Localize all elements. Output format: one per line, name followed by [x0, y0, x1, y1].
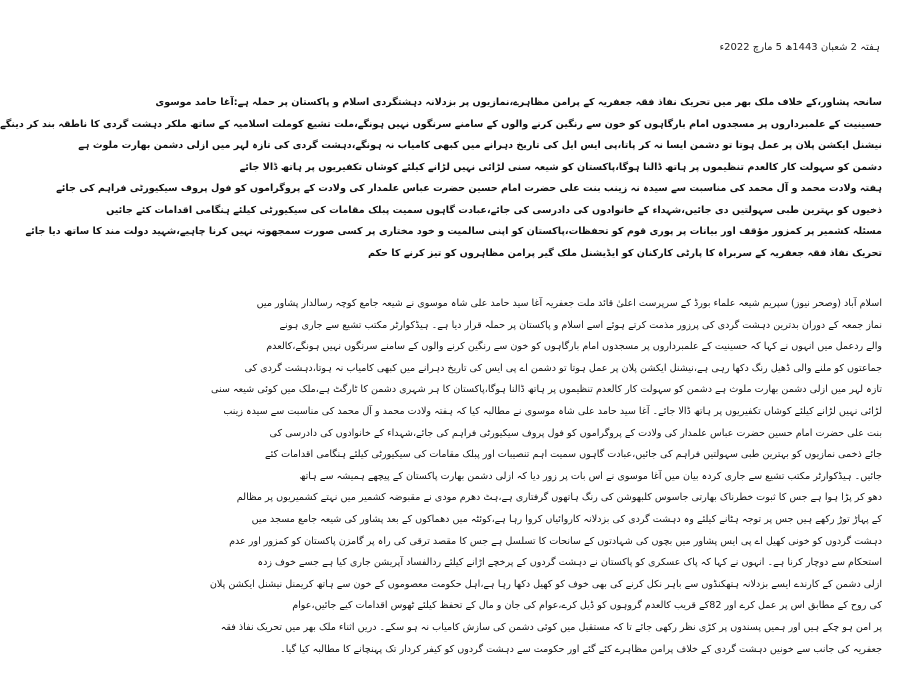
body-line: جعفریہ کی جانب سے خونیں دہشت گردی کے خلاف پرامن مظاہرے کئے گئے اور حکومت سے دہشت گردوں کو کیفر کردار تک پہنچانے کا مطالبہ کیا گیا۔ — [280, 643, 882, 655]
body-line: جماعتوں کو ملنے والی ڈھیل رنگ دکھا رہی ہے،نیشنل ایکشن پلان پر عمل ہوتا تو دشمن اے پی ایس کی تاریخ دہرانے میں کبھی کامیاب نہ ہوتا،دہشت گردی کی — [244, 362, 882, 374]
headline-block — [0, 92, 882, 264]
body-line: والے ردعمل میں انہوں نے کہا کہ حسینیت کے علمبرداروں پر مسجدوں امام بارگاہوں کو خون سے رنگین کرنے والوں کے سامنے سرنگوں نہیں ہونگے،کالعدم — [266, 341, 882, 353]
headline-line: دشمن کو سہولت کار کالعدم تنظیموں پر ہاتھ ڈالنا ہوگا،پاکستان کو شیعہ سنی لڑائی نہیں لڑانے کیلئے کوشاں تکفیریوں پر ہاتھ ڈالا جائے — [239, 161, 882, 173]
body-line: لڑائی نہیں لڑانے کیلئے کوشاں تکفیریوں پر ہاتھ ڈالا جائے۔ آغا سید حامد علی شاہ موسوی نے مطالبہ کیا کہ ہفتہ ولادت محمد و آل محمد کی مناسبت سے سیدہ زینب — [223, 405, 882, 417]
headline-line: نیشنل ایکشن پلان پر عمل ہوتا تو دشمن ایسا نہ کر پاتا،پی ایس ایل کی تاریخ دہرانے میں کبھی کامیاب نہ ہونگے،دہشت گردی کی تازہ لہر میں ازلی دشمن بھارت ملوث ہے — [78, 140, 882, 151]
body-line: جائے ذخمی نمازیوں کو بہترین طبی سہولتیں فراہم کی جائیں،عبادت گاہوں سمیت اہم تنصیبات اور پبلک مقامات کی سیکیورٹی کیلئے ہنگامی اقدامات کئے — [264, 449, 882, 461]
headline-line: سانحہ پشاور،کے خلاف ملک بھر میں تحریک نفاذ فقہ جعفریہ کے پرامن مظاہرے،نمازیوں پر بزدلانہ دہشتگردی اسلام و پاکستان پر حملہ ہے:آغا حامد موسوی — [155, 97, 882, 108]
body-line: نماز جمعہ کے دوران بدترین دہشت گردی کی پرزور مذمت کرتے ہوئے اسے اسلام و پاکستان پر حملہ قرار دیا ہے۔ ہیڈکوارٹر مکتب تشیع سے جاری ہونے — [279, 319, 882, 331]
body-line: اسلام آباد (وصحر نیوز) سپریم شیعہ علماء بورڈ کے سرپرست اعلیٰ قائد ملت جعفریہ آغا سید حامد علی شاہ موسوی نے شیعہ جامع کوچہ رسالدار پشاور میں — [256, 298, 882, 309]
article-body — [209, 293, 882, 682]
body-line: کے پہاڑ توڑ رکھے ہیں جس پر توجہ ہٹانے کیلئے وہ دہشت گردی کی بزدلانہ کاروائیاں کروا رہا ہے،کوئٹہ میں دھماکوں کے بعد پشاور کی شیعہ جامع مسجد میں — [251, 513, 882, 525]
body-line: دہشت گردوں کو خونی کھیل اے پی ایس پشاور میں بچوں کی شہادتوں کے سانحات کا تسلسل ہے جس کا مقصد ترقی کی راہ پر گامزن پاکستان کو کمزور اور عدم — [229, 535, 882, 547]
headline-line: ہفتہ ولادت محمد و آل محمد کی مناسبت سے سیدہ نہ زینب بنت علی حضرت امام حسین حضرت عباس علمدار کی ولادت کے پروگراموں کو فول پروف سیکیورٹی فراہم کی جائے — [56, 183, 882, 194]
body-line: دھو کر پڑا ہوا ہے جس کا ثبوت خطرناک بھارتی جاسوس کلبھوشن کی رنگ ہاتھوں گرفتاری ہے،ہٹ دھرم مودی نے مقبوضہ کشمیر میں نہتے کشمیریوں پر مظالم — [236, 492, 882, 504]
body-line: ازلی دشمن کے کارندے ایسے بزدلانہ ہتھکنڈوں سے باہر نکل کرنے کی بھی خوف کو کھیل دکھا رہا ہے،اہل حکومت معصوموں کے خون سے ہاتھ کریمنل نیشنل ایکشن پلان — [209, 578, 882, 590]
body-line: بنت علی حضرت امام حسین حضرت عباس علمدار کی ولادت کے پروگراموں کو فول پروف سیکیورٹی فراہم کی جائے،شہداء کے خانوادوں کی دادرسی کی — [269, 427, 882, 439]
headline-line: حسینیت کے علمبرداروں پر مسجدوں امام بارگاہوں کو خون سے رنگین کرنے والوں کے سامنے سرنگوں نہیں ہونگے،ملت تشیع کوملت اسلامیہ کے ساتھ ملکر دہشت گردی کا ناطقہ بند کر دینگے — [0, 118, 882, 130]
headline-line: تحریک نفاذ فقہ جعفریہ کے سربراہ کا پارٹی کارکنان کو ایڈیشنل ملک گیر پرامن مظاہروں کو تیز کرنے کا حکم — [367, 247, 882, 259]
body-line — [388, 660, 882, 682]
body-line: تازہ لہر میں ازلی دشمن بھارت ملوث ہے دشمن کو سہولت کار کالعدم تنظیموں پر ہاتھ ڈالنا ہوگا،پاکستان کا ہر شہری دشمن کا ٹارگٹ ہے،ملک میں کوئی شیعہ سنی — [211, 384, 882, 396]
body-line: کی روح کے مطابق اس پر عمل کرے اور 82کے قریب کالعدم گروہوں کو ڈیل کرے،عوام کی جان و مال کے تحفظ کیلئے ٹھوس اقدامات کیے جائیں،عوام — [292, 600, 882, 612]
dateline: ہفتہ 2 شعبان 1443ھ 5 مارچ 2022ء — [719, 42, 880, 53]
body-line: پر امن ہو چکے ہیں اور ہمیں پسندوں پر کڑی نظر رکھی جائے تا کہ مستقبل میں کوئی دشمن کی سازش کامیاب نہ ہو سکے۔ دریں اثناء ملک بھر میں تحریک نفاذ فقہ — [220, 621, 882, 633]
body-line: استحکام سے دوچار کرنا ہے۔ انہوں نے کہا کہ پاک عسکری کو پاکستان نے دہشت گردوں کے پرخچے اڑانے کیلئے ردالفساد آپریشن جاری کیا ہے جسے خوف زدہ — [257, 557, 882, 569]
headline-line: مسئلہ کشمیر پر کمزور مؤقف اور بیانات پر پوری قوم کو تحفظات،پاکستان کو اپنی سالمیت و خود مختاری پر کسی صورت سمجھوتہ نہیں کرنا چاہیے،شہید دولت مند کا ساتھ دیا جائے — [25, 226, 882, 237]
body-line: جائیں۔ ہیڈکوارٹر مکتب تشیع سے جاری کردہ بیان میں آغا موسوی نے اس بات پر زور دیا کہ ازلی دشمن بھارت پاکستان کے پیچھے ہمیشہ سے ہاتھ — [299, 470, 882, 482]
headline-line: ذخیوں کو بہترین طبی سہولتیں دی جائیں،شہداء کے خانوادوں کی دادرسی کی جائے،عبادت گاہوں سمیت پبلک مقامات کی سیکیورٹی کیلئے ہنگامی اقدامات کئے جائیں — [106, 204, 882, 216]
